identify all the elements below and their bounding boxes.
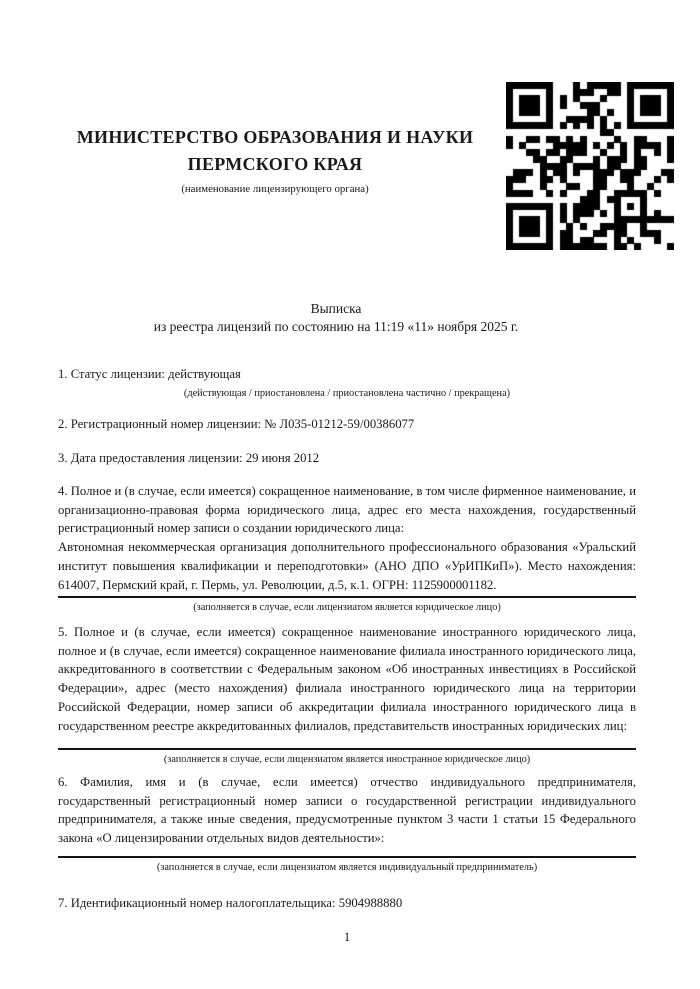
document-title [50, 300, 622, 335]
entrepreneur-text: 6. Фамилия, имя и (в случае, если имеется) отчество индивидуального предпринимателя, государственный регистрационный номер записи о государственной регистрации индивидуального предпринимателя, а также иные сведения, предусмотренные пунктом 3 части 1 статьи 15 Федерального закона «О лицензировании отдельных видов деятельности»: [58, 775, 636, 846]
legal-entity-value: Автономная некоммерческая организация дополнительного профессионального образования «Уральский институт повышения квалификации и переподготовки» (АНО ДПО «УрИПКиП»). Место нахождения: 614007, Пермский край, г. Пермь, ул. Революции, д.5, к.1. ОГРН: 1125900001182. [58, 540, 636, 592]
document-title-line2: из реестра лицензий по состоянию на 11:19 «11» ноября 2025 г. [153, 318, 519, 334]
legal-entity-note: (заполняется в случае, если лицензиатом является юридическое лицо) [193, 602, 501, 614]
section-taxpayer-id [58, 894, 636, 913]
page-number: 1 [343, 930, 351, 944]
qr-code [506, 82, 674, 250]
section-entrepreneur [58, 773, 636, 874]
ministry-name-line1: МИНИСТЕРСТВО ОБРАЗОВАНИЯ И НАУКИ [76, 127, 474, 147]
foreign-entity-note: (заполняется в случае, если лицензиатом является иностранное юридическое лицо) [163, 754, 531, 766]
licensing-authority-header [40, 124, 510, 196]
license-status-note: (действующая / приостановлена / приостановлена частично / прекращена) [183, 387, 511, 399]
grant-date-text: 3. Дата предоставления лицензии: 29 июня 2012 [58, 451, 320, 465]
section-legal-entity [58, 482, 636, 614]
registration-number-text: 2. Регистрационный номер лицензии: № Л035-01212-59/00386077 [58, 417, 415, 431]
section-license-status [58, 365, 636, 400]
license-status-text: 1. Статус лицензии: действующая [58, 367, 241, 381]
fill-line [58, 596, 636, 598]
legal-entity-text: 4. Полное и (в случае, если имеется) сокращенное наименование, в том числе фирменное наименование, и организационно-правовая форма юридического лица, адрес его места нахождения, государственный регистрационный номер записи о создании юридического лица: [58, 484, 636, 536]
ministry-name-caption: (наименование лицензирующего органа) [181, 183, 369, 195]
section-foreign-entity [58, 623, 636, 766]
entrepreneur-note: (заполняется в случае, если лицензиатом является индивидуальный предприниматель) [156, 861, 538, 873]
foreign-entity-text: 5. Полное и (в случае, если имеется) сокращенное наименование иностранного юридического лица, полное и (в случае, если имеется) сокращенное наименование филиала иностранного юридического лица, аккредитованного в соответствии с Федеральным законом «Об иностранных инвестициях в Российской Федерации», адрес (место нахождения) филиала иностранного юридического лица на территории Российской Федерации, номер записи об аккредитации филиала иностранного юридического лица в государственном реестре аккредитованных филиалов, представительств иностранных юридических лиц: [58, 625, 636, 733]
taxpayer-id-text: 7. Идентификационный номер налогоплательщика: 5904988880 [58, 896, 403, 910]
fill-line [58, 748, 636, 750]
section-registration-number [58, 415, 636, 434]
document-title-line1: Выписка [310, 301, 362, 316]
ministry-name-line2: ПЕРМСКОГО КРАЯ [187, 154, 363, 174]
fill-line [58, 856, 636, 858]
section-grant-date [58, 449, 636, 468]
